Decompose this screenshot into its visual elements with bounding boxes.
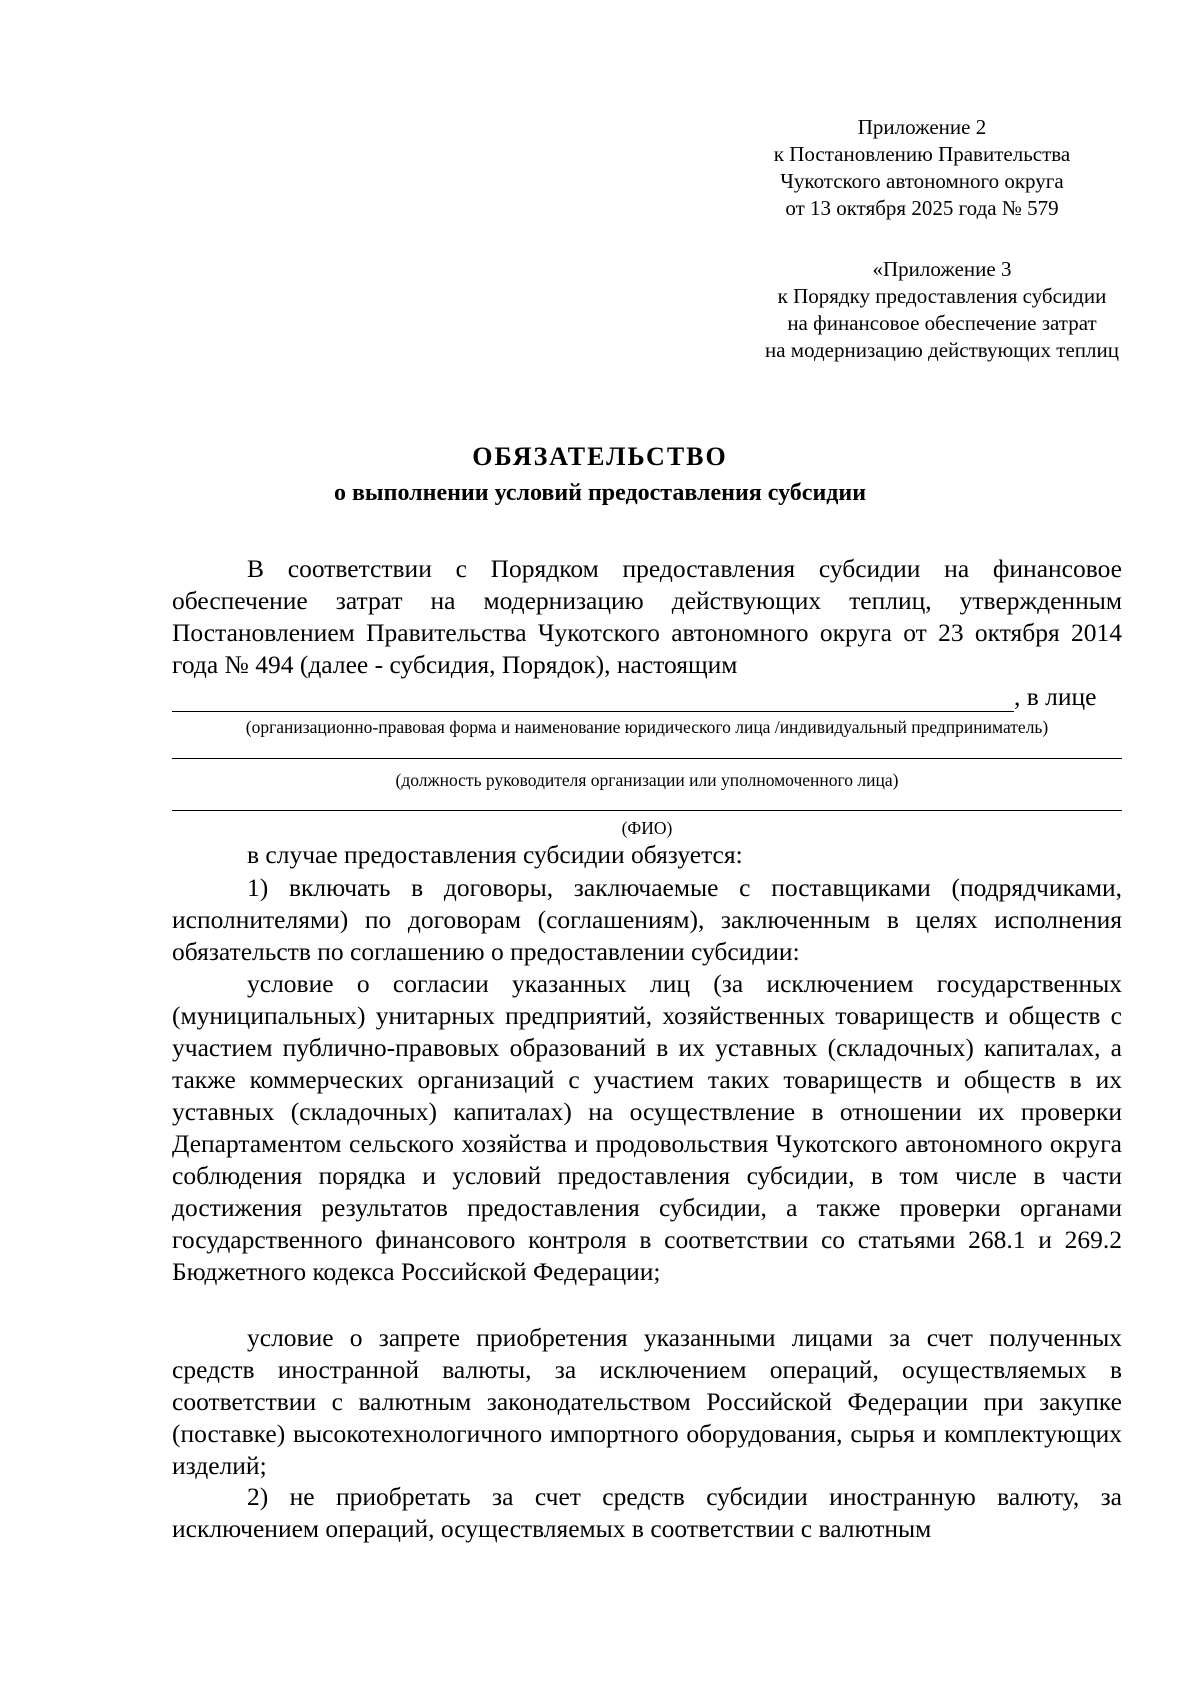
clause-2: 2) не приобретать за счет средств субсидии иностранную валюту, за исключением операций, осуществляемых в соответствии с валютным bbox=[172, 1482, 1122, 1543]
organization-blank-line bbox=[172, 711, 1014, 712]
appendix-2-line: к Постановлению Правительства bbox=[773, 142, 1071, 166]
appendix-3-line: на финансовое обеспечение затрат bbox=[787, 311, 1097, 335]
position-blank-line bbox=[172, 758, 1122, 759]
appendix-3-line: к Порядку предоставления субсидии bbox=[777, 284, 1107, 308]
appendix-3-line: на модернизацию действующих теплиц bbox=[765, 338, 1119, 362]
clause-1-condition-currency: условие о запрете приобретения указанными лицами за счет полученных средств иностранной валюты, за исключением операций, осуществляемых в соответствии с валютным законодательством Российской Федерации при закупке (поставке) высокотехнологичного импортного оборудования, сырья и комплектующих изделий; bbox=[172, 1323, 1122, 1480]
clause-1: 1) включать в договоры, заключаемые с поставщиками (подрядчиками, исполнителями) по договорам (соглашениям), заключенным в целях исполнения обязательств по соглашению о предоставлении субсидии: bbox=[172, 873, 1122, 966]
fio-caption: (ФИО) bbox=[621, 818, 673, 838]
organization-fill-row bbox=[172, 681, 1122, 715]
appendix-2-line: Приложение 2 bbox=[857, 115, 987, 139]
document-title: ОБЯЗАТЕЛЬСТВО bbox=[472, 442, 728, 471]
appendix-3-line: «Приложение 3 bbox=[872, 257, 1012, 281]
appendix-2-line: от 13 октября 2025 года № 579 bbox=[785, 196, 1059, 220]
in-person-of-label: , в лице bbox=[1014, 682, 1097, 711]
position-caption: (должность руководителя организации или уполномоченного лица) bbox=[395, 770, 899, 790]
document-subtitle: о выполнении условий предоставления субсидии bbox=[333, 480, 867, 506]
appendix-3-header bbox=[722, 256, 1162, 364]
obligation-lead-in: в случае предоставления субсидии обязуется: bbox=[247, 840, 743, 869]
appendix-2-line: Чукотского автономного округа bbox=[780, 169, 1064, 193]
fio-fill-row bbox=[172, 788, 1122, 816]
organization-caption: (организационно-правовая форма и наименование юридического лица /индивидуальный предприниматель) bbox=[245, 717, 1049, 737]
fio-blank-line bbox=[172, 810, 1122, 811]
clause-1-condition-consent: условие о согласии указанных лиц (за исключением государственных (муниципальных) унитарных предприятий, хозяйственных товариществ и обществ с участием публично-правовых образований в их уставных (складочных) капиталах, а также коммерческих организаций с участием таких товариществ и обществ в их уставных (складочных) капиталах) на осуществление в отношении их проверки Департаментом сельского хозяйства и продовольствия Чукотского автономного округа соблюдения порядка и условий предоставления субсидии, в том числе в части достижения результатов предоставления субсидии, а также проверки органами государственного финансового контроля в соответствии со статьями 268.1 и 269.2 Бюджетного кодекса Российской Федерации; bbox=[172, 969, 1122, 1286]
appendix-2-header bbox=[702, 114, 1142, 222]
position-fill-row bbox=[172, 736, 1122, 764]
intro-paragraph: В соответствии с Порядком предоставления субсидии на финансовое обеспечение затрат на модернизацию действующих теплиц, утвержденным Постановлением Правительства Чукотского автономного округа от 23 октября 2014 года № 494 (далее - субсидия, Порядок), настоящим bbox=[172, 554, 1122, 679]
